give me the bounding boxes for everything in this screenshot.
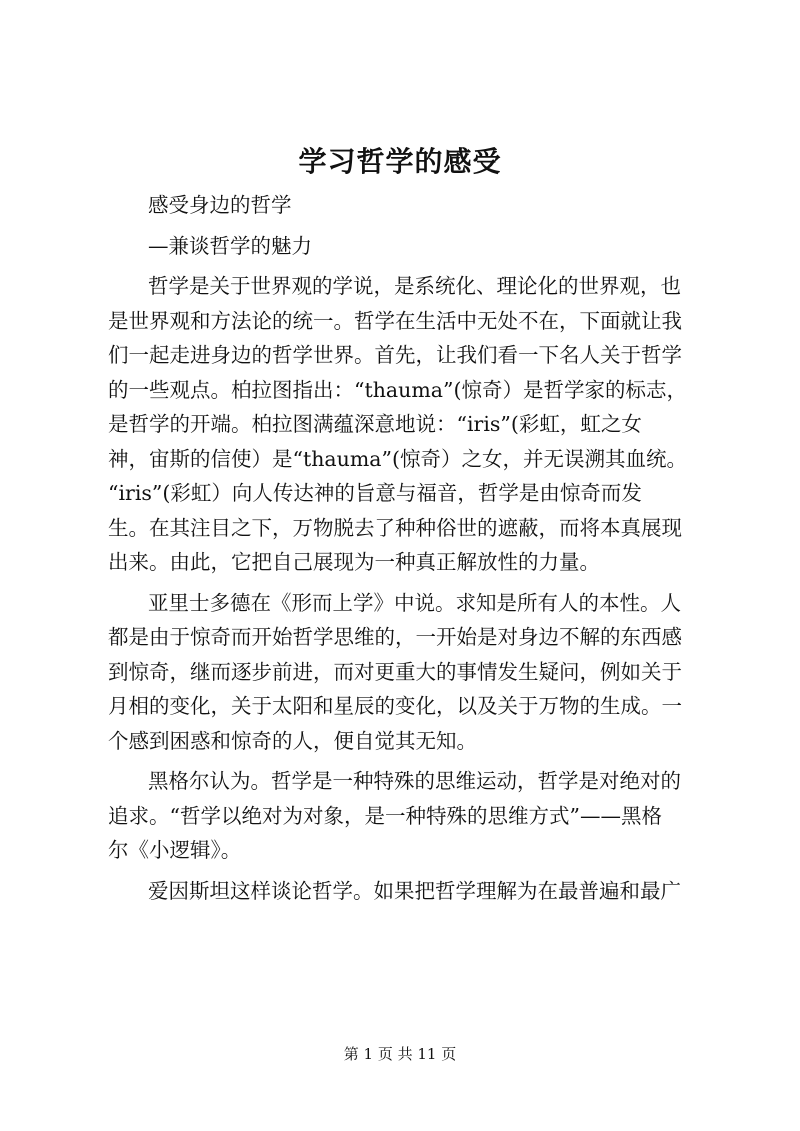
paragraph [108, 269, 700, 580]
paragraph-line: 出来。由此，它把自己展现为一种真正解放性的力量。 [108, 550, 600, 574]
paragraph-line: 尔《小逻辑》。 [108, 838, 242, 862]
paragraph-line: 爱因斯坦这样谈论哲学。如果把哲学理解为在最普遍和最广 [148, 878, 681, 903]
paragraph-line: 是世界观和方法论的统一。哲学在生活中无处不在，下面就让我 [108, 308, 682, 333]
document-title: 学习哲学的感受 [298, 145, 502, 178]
paragraph-line: 亚里士多德在《形而上学》中说。求知是所有人的本性。人 [148, 590, 681, 615]
paragraph [108, 764, 700, 868]
paragraph-line: 个感到困惑和惊奇的人，便自觉其无知。 [108, 728, 477, 753]
paragraph-line: 哲学是关于世界观的学说，是系统化、理论化的世界观，也 [148, 274, 681, 298]
subtitle-line: —兼谈哲学的魅力 [148, 233, 312, 258]
paragraph-line: 都是由于惊奇而开始哲学思维的，一开始是对身边不解的东西感 [108, 625, 682, 649]
paragraph [108, 874, 700, 909]
page-footer: 第 1 页 共 11 页 [343, 1045, 457, 1063]
paragraph-line: 追求。“哲学以绝对为对象，是一种特殊的思维方式”——黑格 [108, 803, 662, 828]
paragraph-line: 到惊奇，继而逐步前进，而对更重大的事情发生疑问，例如关于 [108, 659, 682, 684]
paragraph-line: 的一些观点。柏拉图指出：“thauma”(惊奇）是哲学家的标志， [108, 377, 687, 402]
paragraph [108, 586, 700, 759]
paragraph-line: 神，宙斯的信使）是“thauma”(惊奇）之女，并无误溯其血统。 [108, 446, 687, 471]
paragraph-line: 生。在其注目之下，万物脱去了种种俗世的遮蔽，而将本真展现 [108, 515, 682, 540]
subtitle-line: 感受身边的哲学 [148, 193, 292, 217]
document-body [108, 188, 700, 908]
paragraph-line: 是哲学的开端。柏拉图满蕴深意地说：“iris”(彩虹，虹之女 [108, 412, 642, 436]
paragraph-line: 月相的变化，关于太阳和星辰的变化，以及关于万物的生成。一 [108, 694, 682, 718]
paragraph-line: 黑格尔认为。哲学是一种特殊的思维运动，哲学是对绝对的 [148, 769, 681, 793]
paragraph-line: 们一起走进身边的哲学世界。首先，让我们看一下名人关于哲学 [108, 343, 682, 367]
paragraph-line: “iris”(彩虹）向人传达神的旨意与福音，哲学是由惊奇而发 [108, 481, 642, 505]
